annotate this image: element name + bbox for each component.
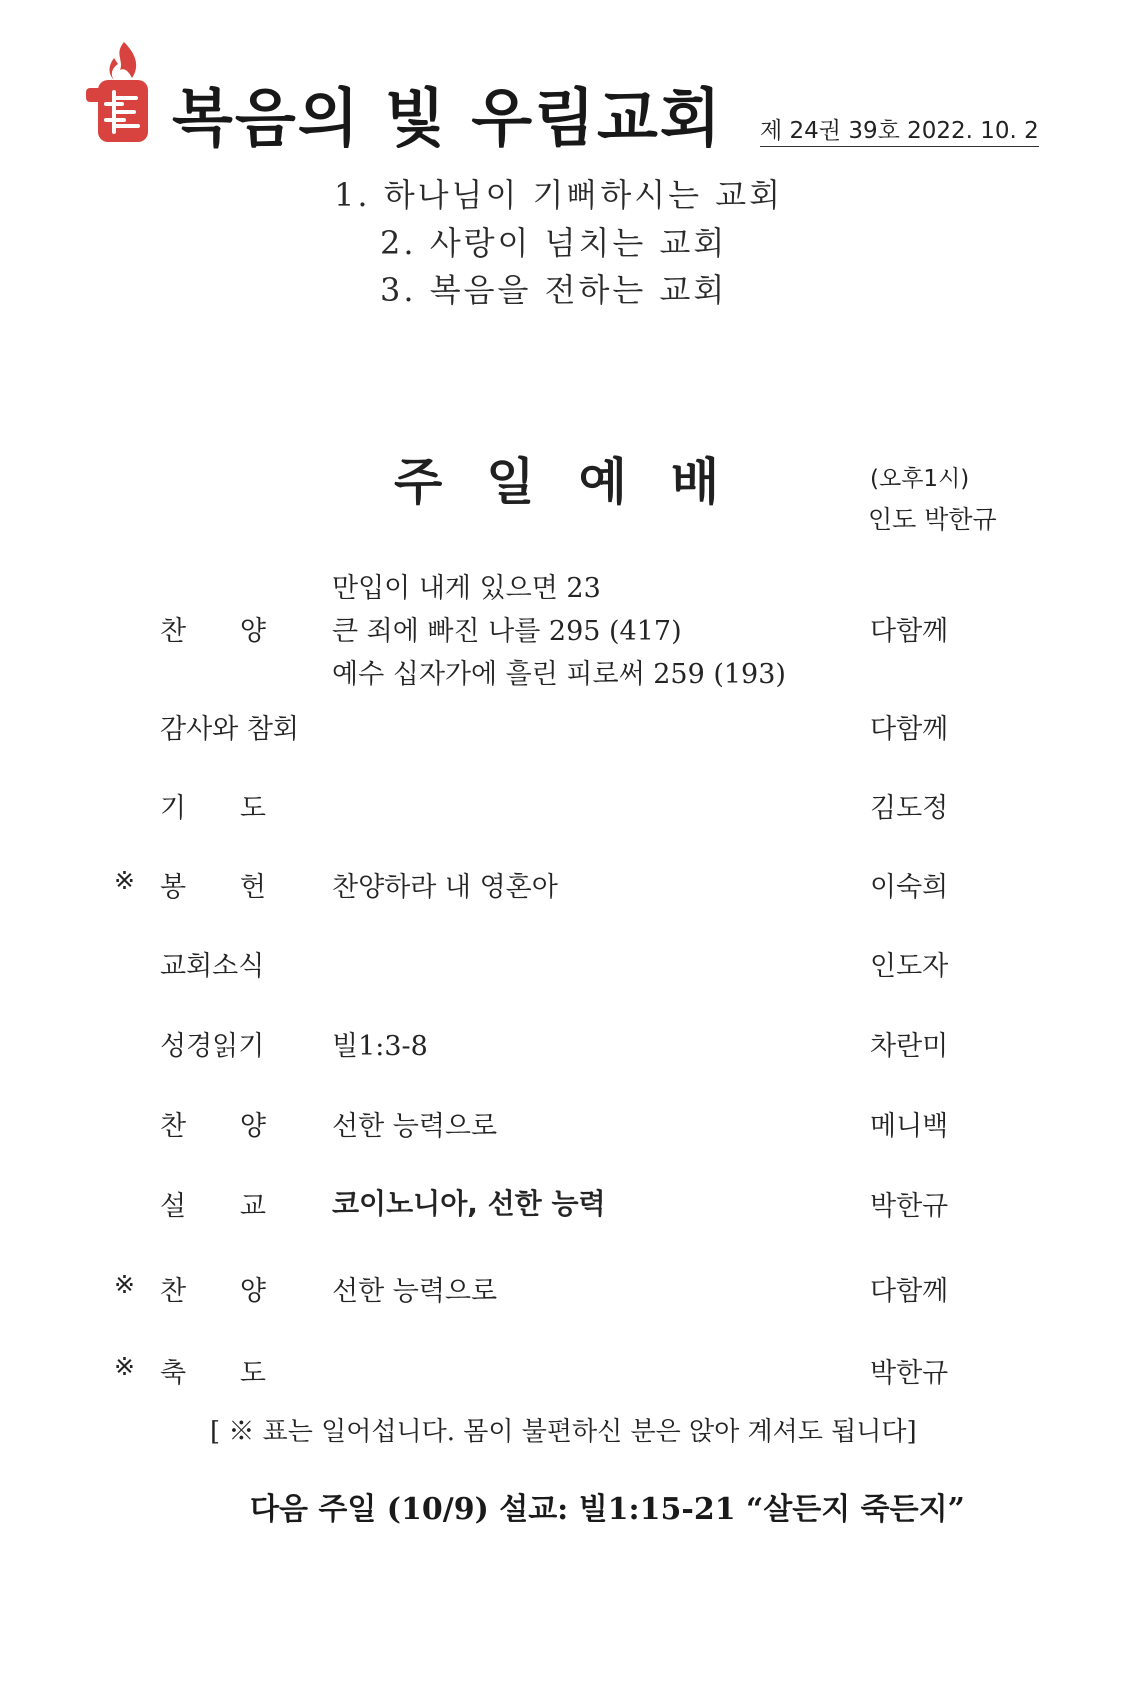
order-person: 메니백: [870, 1111, 949, 1142]
order-person: 차란미: [870, 1031, 949, 1062]
order-label: 성경읽기: [160, 1031, 265, 1062]
service-time: (오후1시): [870, 466, 970, 492]
order-label: 설 교: [160, 1191, 266, 1222]
order-label: 찬 양: [160, 1111, 266, 1142]
order-item: 찬양하라 내 영혼아: [332, 872, 558, 903]
order-person: 이숙희: [870, 872, 949, 903]
order-item: 만입이 내게 있으면 23: [332, 573, 601, 604]
order-person: 다함께: [870, 616, 949, 647]
order-item: 선한 능력으로: [332, 1276, 498, 1307]
order-label: 찬 양: [160, 616, 266, 647]
church-logo-icon: [84, 40, 160, 144]
motto-2: 2. 사랑이 넘치는 교회: [380, 224, 728, 262]
order-label: 기 도: [160, 793, 266, 824]
next-week-sermon: 다음 주일 (10/9) 설교: 빌1:15-21 “살든지 죽든지”: [250, 1492, 965, 1527]
order-label: 교회소식: [160, 951, 265, 982]
order-label: 감사와 참회: [160, 714, 299, 745]
church-name: 복음의 빛 우림교회: [172, 82, 723, 155]
order-item: 빌1:3-8: [332, 1031, 428, 1062]
stand-mark: ※: [114, 1270, 135, 1299]
issue-info: 제 24권 39호 2022. 10. 2: [760, 112, 1039, 147]
sermon-title: 코이노니아, 선한 능력: [332, 1187, 606, 1220]
motto-3: 3. 복음을 전하는 교회: [380, 271, 728, 309]
motto-1: 1. 하나님이 기뻐하시는 교회: [334, 176, 784, 214]
stand-mark: ※: [114, 866, 135, 895]
order-person: 박한규: [870, 1191, 949, 1222]
order-label: 봉 헌: [160, 872, 266, 903]
order-person: 다함께: [870, 714, 949, 745]
service-leader: 인도 박한규: [868, 505, 997, 534]
order-item: 선한 능력으로: [332, 1111, 498, 1142]
order-person: 인도자: [870, 951, 949, 982]
order-label: 찬 양: [160, 1276, 266, 1307]
service-title: 주일예배: [394, 453, 764, 511]
standing-note: [ ※ 표는 일어섭니다. 몸이 불편하신 분은 앉아 계셔도 됩니다]: [210, 1417, 917, 1447]
order-label: 축 도: [160, 1358, 266, 1389]
order-person: 박한규: [870, 1358, 949, 1389]
stand-mark: ※: [114, 1352, 135, 1381]
order-person: 김도정: [870, 793, 949, 824]
order-item: 큰 죄에 빠진 나를 295 (417): [332, 616, 682, 647]
order-person: 다함께: [870, 1276, 949, 1307]
order-item: 예수 십자가에 흘린 피로써 259 (193): [332, 659, 786, 690]
